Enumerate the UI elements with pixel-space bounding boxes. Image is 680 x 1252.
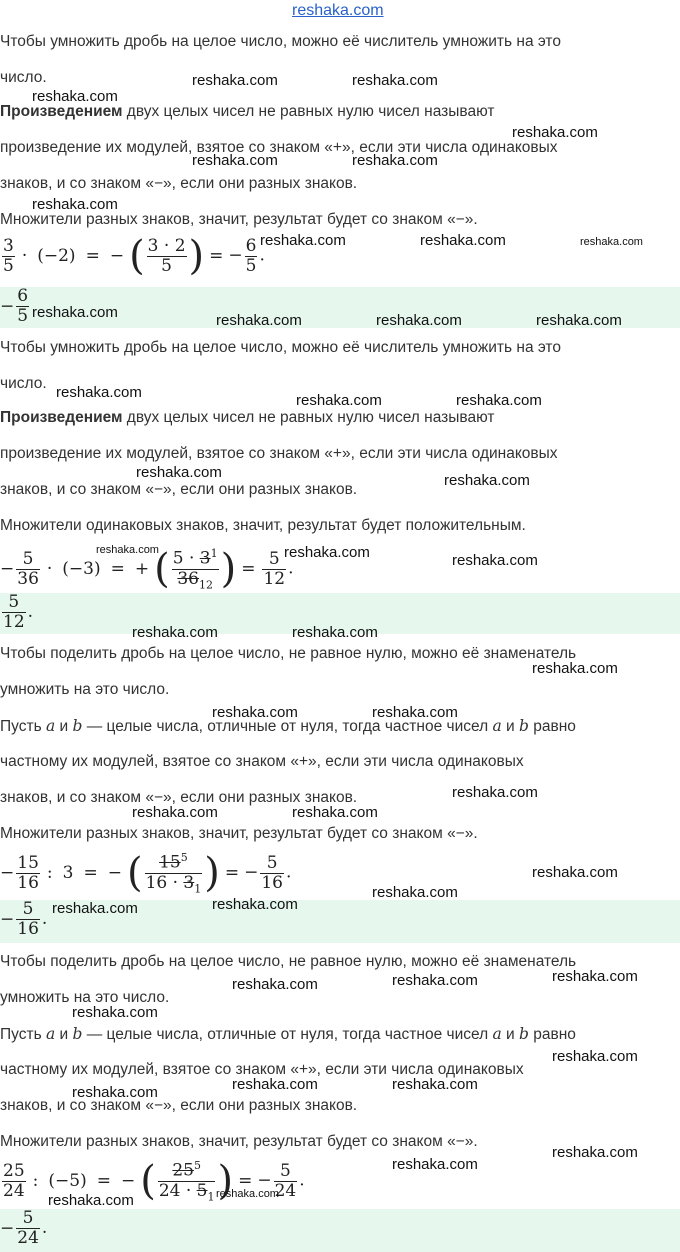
watermark: reshaka.com	[192, 152, 278, 169]
watermark: reshaka.com	[452, 784, 538, 801]
watermark: reshaka.com	[452, 552, 538, 569]
watermark: reshaka.com	[52, 900, 138, 917]
watermark: reshaka.com	[216, 1188, 279, 1200]
definition-line	[0, 102, 494, 122]
watermark-link[interactable]: reshaka.com	[292, 2, 384, 19]
variable: a	[45, 1025, 56, 1043]
watermark: reshaka.com	[292, 804, 378, 821]
rule-text: Чтобы умножить дробь на целое число, можно её числитель умножить на это	[0, 339, 561, 356]
rule-text: Чтобы поделить дробь на целое число, не равное нулю, можно её знаменатель	[0, 953, 577, 970]
watermark: reshaka.com	[192, 72, 278, 89]
fraction	[245, 237, 258, 276]
numerator: 6	[17, 287, 29, 306]
reduced-factor: 5	[193, 1159, 201, 1172]
variable: b	[72, 1025, 83, 1043]
term-bold: Произведением	[0, 103, 123, 120]
numerator: 5	[274, 1162, 298, 1182]
denominator: 5	[17, 306, 29, 326]
watermark: reshaka.com	[532, 864, 618, 881]
watermark: reshaka.com	[552, 1144, 638, 1161]
conclusion-text: Множители разных знаков, значит, результат будет со знаком «−».	[0, 211, 478, 228]
fraction	[172, 544, 219, 594]
watermark: reshaka.com	[552, 1048, 638, 1065]
definition-text: знаков, и со знаком «−», если они разных знаков.	[0, 1097, 358, 1114]
definition-text: — целые числа, отличные от нуля, тогда частное чисел	[82, 1026, 493, 1043]
answer: − $\frac{5}{16}$ .	[0, 900, 48, 939]
numerator: 5	[16, 1209, 40, 1229]
watermark: reshaka.com	[32, 88, 118, 105]
fraction	[158, 1156, 216, 1206]
definition-text: и	[55, 1026, 73, 1043]
reduced-factor: 12	[198, 578, 213, 592]
math-expression: − $\frac{5}{36}$ · (−3) = + ( $\frac{5 \cdot 3^1}{36_{12}}$ ) = $\frac{5}{12}$ .	[0, 544, 294, 594]
definition-text: знаков, и со знаком «−», если они разных знаков.	[0, 481, 358, 498]
definition-line	[0, 408, 494, 428]
watermark: reshaka.com	[136, 464, 222, 481]
cancelled-factor: 15	[159, 852, 181, 873]
fraction	[2, 593, 26, 632]
numerator: 5	[16, 900, 40, 920]
denominator: 36	[17, 568, 39, 589]
watermark: reshaka.com	[444, 472, 530, 489]
watermark: reshaka.com	[56, 384, 142, 401]
operator: :	[46, 863, 53, 884]
rule-text: умножить на это число.	[0, 681, 170, 698]
term-bold: Произведением	[0, 409, 123, 426]
sign: −	[0, 909, 15, 930]
watermark: reshaka.com	[32, 304, 118, 321]
fraction	[145, 848, 203, 898]
sign: −	[228, 245, 243, 266]
definition-text: знаков, и со знаком «−», если они разных знаков.	[0, 789, 358, 806]
cancelled-factor: 25	[172, 1160, 194, 1181]
definition-text: Пусть	[0, 1026, 46, 1043]
rule-text: Чтобы поделить дробь на целое число, не равное нулю, можно её знаменатель	[0, 645, 577, 662]
numerator: 25	[3, 1160, 25, 1181]
cancelled-factor: 36	[177, 568, 199, 589]
watermark: reshaka.com	[352, 152, 438, 169]
rule-text: число.	[0, 69, 47, 86]
definition-text: равно	[528, 718, 576, 735]
fraction	[16, 900, 40, 939]
fraction	[2, 237, 15, 276]
definition-text: Пусть	[0, 718, 46, 735]
watermark: reshaka.com	[392, 1076, 478, 1093]
answer: − $\frac{5}{24}$ .	[0, 1209, 48, 1248]
sign: −	[244, 862, 259, 883]
cancelled-factor: 3	[183, 872, 195, 893]
definition-text: произведение их модулей, взятое со знаком «+», если эти числа одинаковых	[0, 445, 558, 462]
rule-text: умножить на это число.	[0, 989, 170, 1006]
watermark: reshaka.com	[212, 896, 298, 913]
numerator: 6	[245, 235, 257, 256]
watermark: reshaka.com	[132, 804, 218, 821]
numerator: 15	[17, 852, 39, 873]
denominator: 16	[17, 919, 39, 939]
variable: b	[518, 717, 529, 735]
watermark: reshaka.com	[372, 884, 458, 901]
conclusion-text: Множители разных знаков, значит, результат будет со знаком «−».	[0, 1133, 478, 1150]
definition-line	[0, 1024, 576, 1045]
definition-text: двух целых чисел не равных нулю чисел называют	[122, 409, 495, 426]
sign: −	[0, 863, 15, 884]
sign: −	[109, 246, 125, 266]
sign: −	[0, 296, 15, 317]
definition-text: равно	[528, 1026, 576, 1043]
integer: (−2)	[37, 246, 76, 266]
variable: a	[45, 717, 56, 735]
denominator: 16	[261, 872, 283, 893]
denominator: 12	[263, 568, 286, 589]
watermark: reshaka.com	[296, 392, 382, 409]
answer	[0, 287, 31, 328]
numerator-part: 5 ·	[172, 548, 200, 569]
cancelled-factor: 3	[199, 548, 211, 569]
reduced-factor: 1	[194, 882, 202, 896]
reduced-factor: 1	[210, 547, 218, 560]
rule-text: число.	[0, 375, 47, 392]
watermark: reshaka.com	[72, 1084, 158, 1101]
watermark: reshaka.com	[260, 232, 346, 249]
watermark: reshaka.com	[232, 1076, 318, 1093]
watermark: reshaka.com	[132, 624, 218, 641]
denominator: 24	[3, 1180, 25, 1201]
denominator-part: 16 ·	[145, 872, 184, 893]
watermark: reshaka.com	[376, 312, 462, 329]
denominator-part: 24 ·	[158, 1180, 197, 1201]
variable: b	[518, 1025, 529, 1043]
watermark: reshaka.com	[536, 312, 622, 329]
watermark: reshaka.com	[512, 124, 598, 141]
numerator: 5	[2, 593, 26, 613]
operator: ·	[46, 559, 53, 580]
definition-text: произведение их модулей, взятое со знаком «+», если эти числа одинаковых	[0, 139, 558, 156]
integer: (−3)	[62, 559, 101, 580]
denominator: 5	[161, 255, 172, 276]
numerator: 3 · 2	[147, 235, 186, 256]
watermark: reshaka.com	[392, 972, 478, 989]
rule-text: Чтобы умножить дробь на целое число, можно её числитель умножить на это	[0, 33, 561, 50]
reduced-factor: 5	[180, 851, 188, 864]
variable: a	[492, 1025, 502, 1043]
definition-text: — целые числа, отличные от нуля, тогда частное чисел	[82, 718, 493, 735]
watermark: reshaka.com	[212, 704, 298, 721]
denominator: 16	[17, 872, 39, 893]
variable: a	[492, 717, 502, 735]
fraction	[16, 550, 40, 589]
fraction	[16, 287, 29, 326]
watermark: reshaka.com	[232, 976, 318, 993]
sign: −	[107, 863, 122, 884]
sign: −	[0, 559, 15, 580]
watermark: reshaka.com	[292, 624, 378, 641]
operator: :	[32, 1171, 39, 1192]
sign: −	[0, 1218, 15, 1239]
denominator: 5	[245, 255, 257, 276]
fraction	[16, 1209, 40, 1248]
definition-text: и	[55, 718, 73, 735]
watermark: reshaka.com	[48, 1192, 134, 1209]
watermark: reshaka.com	[32, 196, 118, 213]
fraction	[2, 1162, 26, 1201]
watermark: reshaka.com	[580, 236, 643, 248]
cancelled-factor: 5	[196, 1180, 208, 1201]
watermark: reshaka.com	[532, 660, 618, 677]
denominator: 12	[3, 612, 25, 632]
denominator: 24	[17, 1228, 39, 1248]
sign: −	[120, 1171, 136, 1192]
math-expression: $\frac{3}{5}$ · (−2) = − ( $\frac{3 \cdot 2}{5}$ ) = − $\frac{6}{5}$ .	[3, 233, 265, 279]
definition-text: и	[501, 718, 519, 735]
reduced-factor: 1	[207, 1190, 215, 1204]
numerator: 5	[16, 550, 40, 570]
answer: $\frac{5}{12}$ .	[3, 593, 34, 632]
denominator: 5	[3, 255, 14, 276]
numerator: 5	[260, 854, 284, 874]
fraction	[260, 854, 284, 893]
watermark: reshaka.com	[216, 312, 302, 329]
sign: −	[257, 1170, 272, 1191]
fraction	[147, 237, 187, 276]
math-expression: $\frac{25}{24}$ : (−5) = − ( $\frac{25^5}{24 \cdot 5_1}$ ) = − $\frac{5}{24}$ .	[0, 1156, 305, 1206]
watermark: reshaka.com	[96, 544, 159, 556]
numerator: 3	[3, 235, 14, 256]
definition-text: частному их модулей, взятое со знаком «+», если эти числа одинаковых	[0, 1061, 524, 1078]
definition-text: частному их модулей, взятое со знаком «+», если эти числа одинаковых	[0, 753, 524, 770]
integer: 3	[62, 863, 74, 884]
watermark: reshaka.com	[456, 392, 542, 409]
watermark: reshaka.com	[284, 544, 370, 561]
numerator: 5	[262, 550, 286, 570]
definition-text: и	[501, 1026, 519, 1043]
watermark: reshaka.com	[372, 704, 458, 721]
fraction	[262, 550, 286, 589]
definition-text: двух целых чисел не равных нулю чисел называют	[122, 103, 495, 120]
sign: +	[134, 559, 150, 580]
operator: ·	[21, 246, 28, 266]
integer: (−5)	[48, 1171, 87, 1192]
definition-text: знаков, и со знаком «−», если они разных знаков.	[0, 175, 358, 192]
fraction	[16, 854, 40, 893]
watermark: reshaka.com	[552, 968, 638, 985]
watermark: reshaka.com	[72, 1004, 158, 1021]
denominator: 24	[274, 1180, 297, 1201]
conclusion-text: Множители одинаковых знаков, значит, результат будет положительным.	[0, 517, 526, 534]
math-expression: − $\frac{15}{16}$ : 3 = − ( $\frac{15^5}{16 \cdot 3_1}$ ) = − $\frac{5}{16}$ .	[0, 848, 291, 898]
watermark: reshaka.com	[392, 1156, 478, 1173]
watermark: reshaka.com	[420, 232, 506, 249]
watermark: reshaka.com	[352, 72, 438, 89]
variable: b	[72, 717, 83, 735]
conclusion-text: Множители разных знаков, значит, результат будет со знаком «−».	[0, 825, 478, 842]
answer-band	[0, 1209, 680, 1252]
